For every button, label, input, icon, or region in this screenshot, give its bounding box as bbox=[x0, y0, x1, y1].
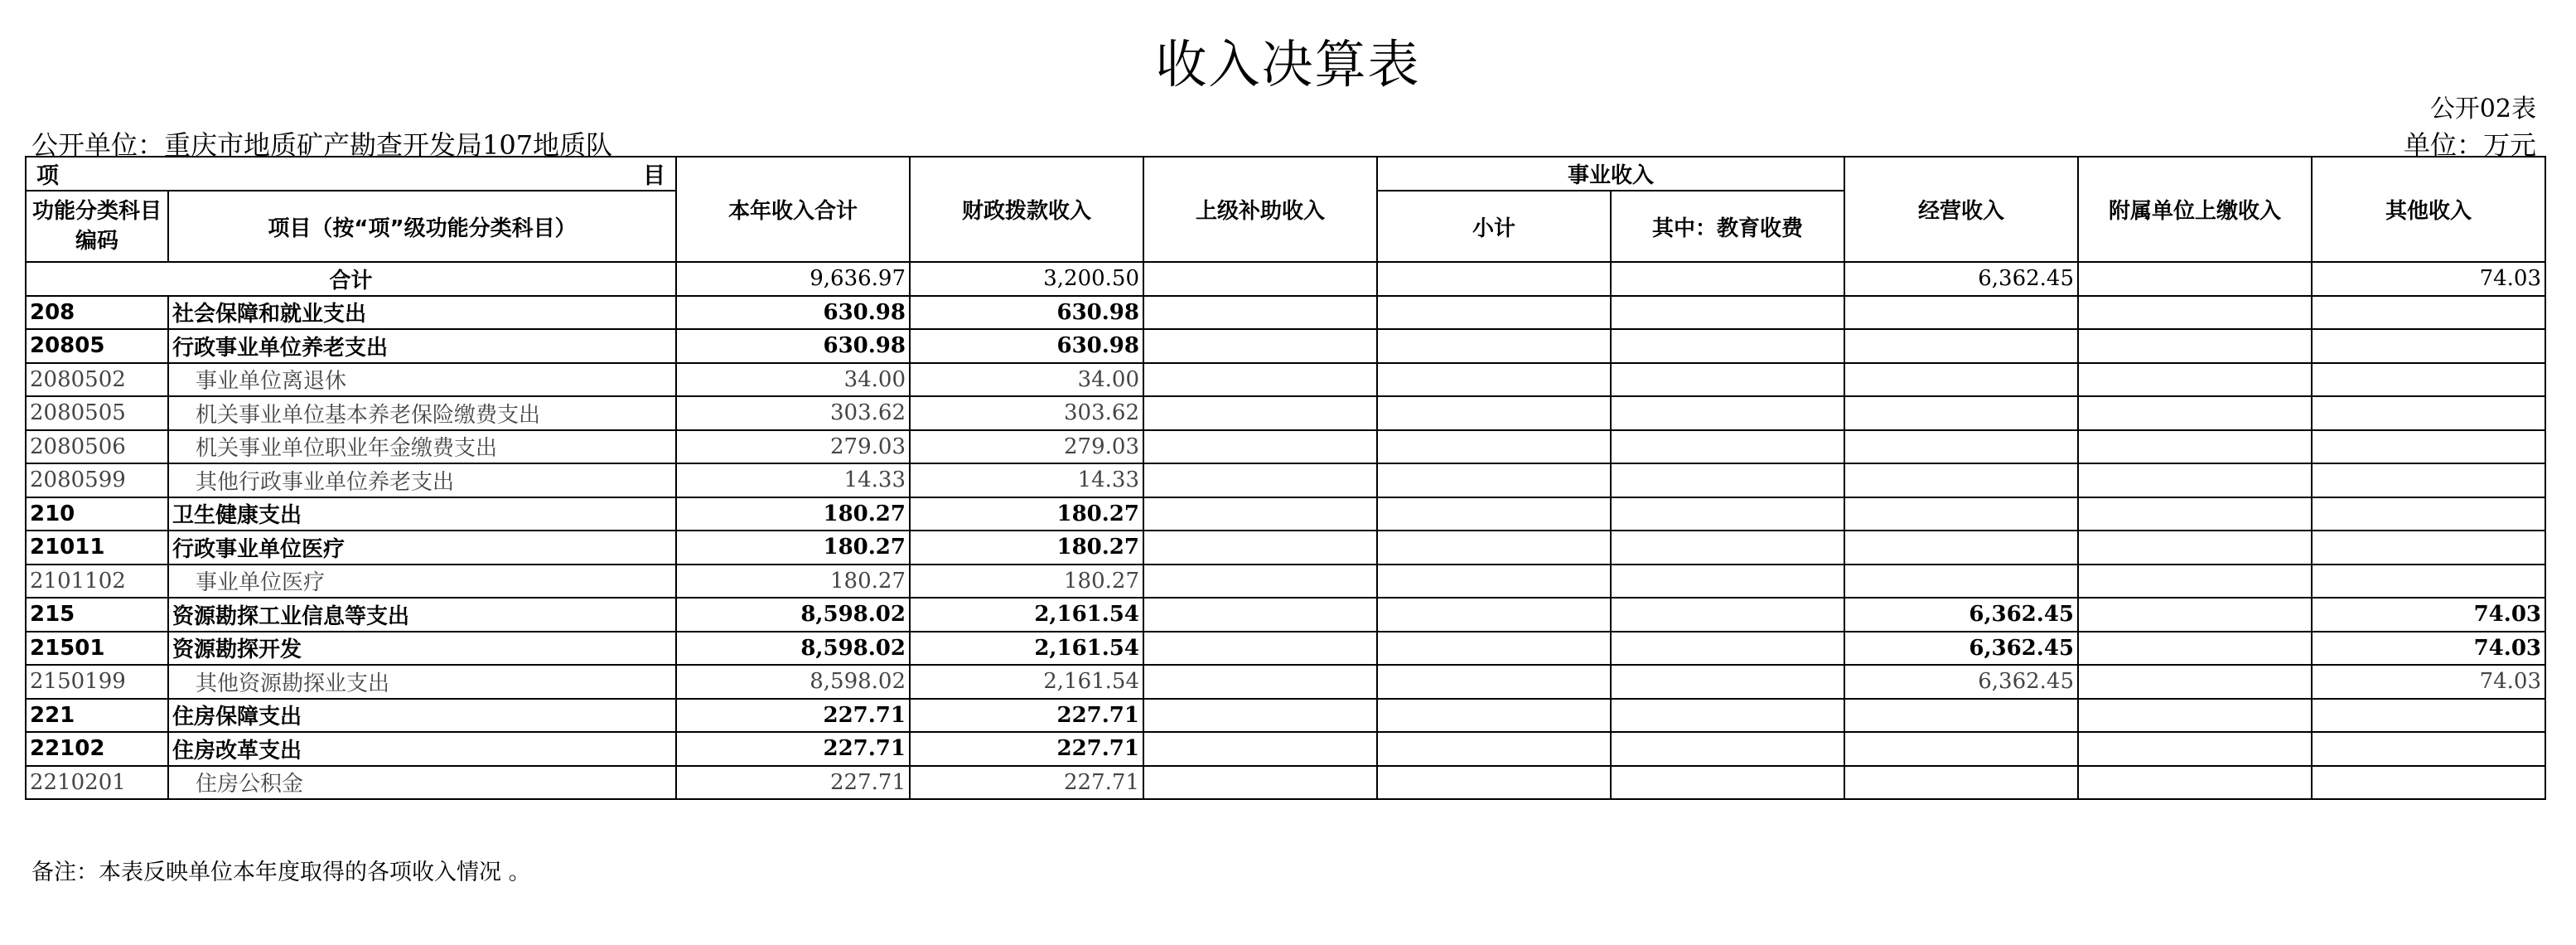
table-row bbox=[26, 632, 2545, 666]
row-other-cell bbox=[2312, 531, 2545, 565]
row-fiscal-cell: 180.27 bbox=[910, 531, 1143, 565]
row-name: 机关事业单位基本养老保险缴费支出 bbox=[168, 396, 676, 430]
row-operating-cell bbox=[1844, 766, 2078, 800]
row-edu-cell bbox=[1611, 463, 1844, 497]
row-affiliated-cell bbox=[2078, 497, 2312, 531]
row-subtotal-cell bbox=[1377, 598, 1611, 632]
row-affiliated-cell bbox=[2078, 296, 2312, 330]
total-cell bbox=[2078, 262, 2312, 296]
row-edu-cell bbox=[1611, 732, 1844, 766]
table-row bbox=[26, 531, 2545, 565]
header-operating: 经营收入 bbox=[1844, 157, 2078, 262]
row-edu-cell bbox=[1611, 329, 1844, 363]
header-xiang-mu bbox=[26, 157, 676, 191]
row-other-cell: 74.03 bbox=[2312, 665, 2545, 699]
table-row bbox=[26, 665, 2545, 699]
row-other-cell bbox=[2312, 296, 2545, 330]
row-operating-cell: 6,362.45 bbox=[1844, 632, 2078, 666]
row-code: 21501 bbox=[26, 632, 168, 666]
row-operating-cell bbox=[1844, 296, 2078, 330]
row-operating-cell bbox=[1844, 732, 2078, 766]
row-edu-cell bbox=[1611, 296, 1844, 330]
footnote: 备注：本表反映单位本年度取得的各项收入情况 。 bbox=[31, 860, 531, 885]
row-edu-cell bbox=[1611, 363, 1844, 397]
row-code: 21011 bbox=[26, 531, 168, 565]
row-name: 行政事业单位养老支出 bbox=[168, 329, 676, 363]
row-code: 2080506 bbox=[26, 430, 168, 464]
row-subtotal-cell bbox=[1377, 665, 1611, 699]
row-code: 221 bbox=[26, 699, 168, 733]
row-superior-cell bbox=[1143, 632, 1377, 666]
row-affiliated-cell bbox=[2078, 732, 2312, 766]
row-name: 事业单位离退休 bbox=[168, 363, 676, 397]
table-row bbox=[26, 766, 2545, 800]
row-code: 2150199 bbox=[26, 665, 168, 699]
row-other-cell bbox=[2312, 766, 2545, 800]
row-code: 208 bbox=[26, 296, 168, 330]
row-superior-cell bbox=[1143, 329, 1377, 363]
row-total-cell: 227.71 bbox=[676, 732, 910, 766]
row-subtotal-cell bbox=[1377, 732, 1611, 766]
row-code: 215 bbox=[26, 598, 168, 632]
row-fiscal-cell: 630.98 bbox=[910, 329, 1143, 363]
row-superior-cell bbox=[1143, 732, 1377, 766]
row-other-cell bbox=[2312, 363, 2545, 397]
row-operating-cell bbox=[1844, 430, 2078, 464]
row-fiscal-cell: 14.33 bbox=[910, 463, 1143, 497]
row-name: 资源勘探开发 bbox=[168, 632, 676, 666]
row-other-cell bbox=[2312, 565, 2545, 598]
row-name: 其他行政事业单位养老支出 bbox=[168, 463, 676, 497]
total-cell: 9,636.97 bbox=[676, 262, 910, 296]
row-code: 22102 bbox=[26, 732, 168, 766]
row-superior-cell bbox=[1143, 766, 1377, 800]
row-affiliated-cell bbox=[2078, 329, 2312, 363]
row-name: 资源勘探工业信息等支出 bbox=[168, 598, 676, 632]
row-superior-cell bbox=[1143, 531, 1377, 565]
row-superior-cell bbox=[1143, 598, 1377, 632]
row-code: 2080599 bbox=[26, 463, 168, 497]
form-number: 公开02表 bbox=[2429, 94, 2536, 124]
row-affiliated-cell bbox=[2078, 665, 2312, 699]
header-business: 事业收入 bbox=[1377, 157, 1844, 191]
header-total: 本年收入合计 bbox=[676, 157, 910, 262]
row-code: 210 bbox=[26, 497, 168, 531]
row-edu-cell bbox=[1611, 598, 1844, 632]
row-total-cell: 34.00 bbox=[676, 363, 910, 397]
header-superior: 上级补助收入 bbox=[1143, 157, 1377, 262]
table-row bbox=[26, 430, 2545, 464]
header-code: 功能分类科目编码 bbox=[26, 191, 168, 262]
row-other-cell bbox=[2312, 329, 2545, 363]
row-superior-cell bbox=[1143, 363, 1377, 397]
row-subtotal-cell bbox=[1377, 531, 1611, 565]
row-affiliated-cell bbox=[2078, 430, 2312, 464]
row-fiscal-cell: 227.71 bbox=[910, 766, 1143, 800]
total-row bbox=[26, 262, 2545, 296]
header-affiliated: 附属单位上缴收入 bbox=[2078, 157, 2312, 262]
row-other-cell bbox=[2312, 497, 2545, 531]
income-final-accounts-table bbox=[25, 156, 2546, 800]
row-affiliated-cell bbox=[2078, 632, 2312, 666]
page-title: 收入决算表 bbox=[1155, 34, 1421, 94]
row-edu-cell bbox=[1611, 565, 1844, 598]
row-name: 事业单位医疗 bbox=[168, 565, 676, 598]
row-code: 2080505 bbox=[26, 396, 168, 430]
table-row bbox=[26, 363, 2545, 397]
row-total-cell: 303.62 bbox=[676, 396, 910, 430]
total-cell bbox=[1143, 262, 1377, 296]
row-superior-cell bbox=[1143, 396, 1377, 430]
row-name: 行政事业单位医疗 bbox=[168, 531, 676, 565]
row-superior-cell bbox=[1143, 699, 1377, 733]
header-xiang: 项 bbox=[36, 163, 59, 189]
row-fiscal-cell: 34.00 bbox=[910, 363, 1143, 397]
header-other: 其他收入 bbox=[2312, 157, 2545, 262]
row-name: 住房保障支出 bbox=[168, 699, 676, 733]
row-operating-cell bbox=[1844, 531, 2078, 565]
row-other-cell bbox=[2312, 396, 2545, 430]
row-subtotal-cell bbox=[1377, 565, 1611, 598]
row-affiliated-cell bbox=[2078, 463, 2312, 497]
row-total-cell: 279.03 bbox=[676, 430, 910, 464]
row-other-cell bbox=[2312, 699, 2545, 733]
row-subtotal-cell bbox=[1377, 463, 1611, 497]
total-cell bbox=[1611, 262, 1844, 296]
currency-unit: 单位：万元 bbox=[2403, 129, 2536, 161]
row-other-cell bbox=[2312, 732, 2545, 766]
row-fiscal-cell: 279.03 bbox=[910, 430, 1143, 464]
row-affiliated-cell bbox=[2078, 598, 2312, 632]
row-edu-cell bbox=[1611, 665, 1844, 699]
row-superior-cell bbox=[1143, 463, 1377, 497]
header-item: 项目（按“项”级功能分类科目） bbox=[168, 191, 676, 262]
row-fiscal-cell: 2,161.54 bbox=[910, 632, 1143, 666]
row-subtotal-cell bbox=[1377, 497, 1611, 531]
row-edu-cell bbox=[1611, 430, 1844, 464]
row-operating-cell bbox=[1844, 497, 2078, 531]
table-row bbox=[26, 565, 2545, 598]
row-code: 2101102 bbox=[26, 565, 168, 598]
row-affiliated-cell bbox=[2078, 766, 2312, 800]
row-name: 机关事业单位职业年金缴费支出 bbox=[168, 430, 676, 464]
row-fiscal-cell: 180.27 bbox=[910, 497, 1143, 531]
row-affiliated-cell bbox=[2078, 531, 2312, 565]
row-total-cell: 14.33 bbox=[676, 463, 910, 497]
row-edu-cell bbox=[1611, 699, 1844, 733]
row-operating-cell: 6,362.45 bbox=[1844, 665, 2078, 699]
row-total-cell: 8,598.02 bbox=[676, 665, 910, 699]
row-total-cell: 8,598.02 bbox=[676, 632, 910, 666]
row-fiscal-cell: 2,161.54 bbox=[910, 598, 1143, 632]
header-fiscal: 财政拨款收入 bbox=[910, 157, 1143, 262]
row-superior-cell bbox=[1143, 497, 1377, 531]
row-affiliated-cell bbox=[2078, 565, 2312, 598]
row-edu-cell bbox=[1611, 766, 1844, 800]
row-edu-cell bbox=[1611, 497, 1844, 531]
row-operating-cell: 6,362.45 bbox=[1844, 598, 2078, 632]
row-name: 住房改革支出 bbox=[168, 732, 676, 766]
table-row bbox=[26, 497, 2545, 531]
row-superior-cell bbox=[1143, 430, 1377, 464]
row-total-cell: 227.71 bbox=[676, 699, 910, 733]
row-edu-cell bbox=[1611, 396, 1844, 430]
row-superior-cell bbox=[1143, 296, 1377, 330]
table-row bbox=[26, 598, 2545, 632]
row-name: 其他资源勘探业支出 bbox=[168, 665, 676, 699]
row-operating-cell bbox=[1844, 396, 2078, 430]
total-cell: 3,200.50 bbox=[910, 262, 1143, 296]
row-edu-cell bbox=[1611, 531, 1844, 565]
row-subtotal-cell bbox=[1377, 632, 1611, 666]
table-row bbox=[26, 699, 2545, 733]
row-affiliated-cell bbox=[2078, 396, 2312, 430]
row-subtotal-cell bbox=[1377, 296, 1611, 330]
header-edu: 其中：教育收费 bbox=[1611, 191, 1844, 262]
table-row bbox=[26, 396, 2545, 430]
row-fiscal-cell: 2,161.54 bbox=[910, 665, 1143, 699]
row-fiscal-cell: 227.71 bbox=[910, 732, 1143, 766]
table-row bbox=[26, 463, 2545, 497]
row-edu-cell bbox=[1611, 632, 1844, 666]
row-name: 社会保障和就业支出 bbox=[168, 296, 676, 330]
row-code: 2210201 bbox=[26, 766, 168, 800]
row-fiscal-cell: 630.98 bbox=[910, 296, 1143, 330]
row-fiscal-cell: 180.27 bbox=[910, 565, 1143, 598]
row-subtotal-cell bbox=[1377, 766, 1611, 800]
table-row bbox=[26, 329, 2545, 363]
header-mu: 目 bbox=[643, 163, 665, 189]
row-subtotal-cell bbox=[1377, 329, 1611, 363]
row-other-cell bbox=[2312, 430, 2545, 464]
row-other-cell: 74.03 bbox=[2312, 598, 2545, 632]
row-subtotal-cell bbox=[1377, 430, 1611, 464]
reporting-unit: 公开单位：重庆市地质矿产勘查开发局107地质队 bbox=[31, 129, 613, 161]
row-other-cell bbox=[2312, 463, 2545, 497]
row-fiscal-cell: 303.62 bbox=[910, 396, 1143, 430]
row-total-cell: 630.98 bbox=[676, 296, 910, 330]
header-subtotal: 小计 bbox=[1377, 191, 1611, 262]
row-operating-cell bbox=[1844, 565, 2078, 598]
row-operating-cell bbox=[1844, 329, 2078, 363]
row-superior-cell bbox=[1143, 665, 1377, 699]
row-total-cell: 8,598.02 bbox=[676, 598, 910, 632]
row-affiliated-cell bbox=[2078, 363, 2312, 397]
row-code: 2080502 bbox=[26, 363, 168, 397]
total-cell: 6,362.45 bbox=[1844, 262, 2078, 296]
row-total-cell: 227.71 bbox=[676, 766, 910, 800]
row-other-cell: 74.03 bbox=[2312, 632, 2545, 666]
row-total-cell: 180.27 bbox=[676, 565, 910, 598]
row-operating-cell bbox=[1844, 363, 2078, 397]
row-subtotal-cell bbox=[1377, 396, 1611, 430]
table-row bbox=[26, 296, 2545, 330]
total-label: 合计 bbox=[26, 262, 676, 296]
row-subtotal-cell bbox=[1377, 363, 1611, 397]
row-total-cell: 180.27 bbox=[676, 497, 910, 531]
header-row-1 bbox=[26, 157, 2545, 191]
row-code: 20805 bbox=[26, 329, 168, 363]
row-subtotal-cell bbox=[1377, 699, 1611, 733]
row-operating-cell bbox=[1844, 463, 2078, 497]
row-name: 住房公积金 bbox=[168, 766, 676, 800]
row-total-cell: 180.27 bbox=[676, 531, 910, 565]
row-operating-cell bbox=[1844, 699, 2078, 733]
total-cell: 74.03 bbox=[2312, 262, 2545, 296]
row-superior-cell bbox=[1143, 565, 1377, 598]
table-row bbox=[26, 732, 2545, 766]
total-cell bbox=[1377, 262, 1611, 296]
row-fiscal-cell: 227.71 bbox=[910, 699, 1143, 733]
row-affiliated-cell bbox=[2078, 699, 2312, 733]
row-name: 卫生健康支出 bbox=[168, 497, 676, 531]
row-total-cell: 630.98 bbox=[676, 329, 910, 363]
